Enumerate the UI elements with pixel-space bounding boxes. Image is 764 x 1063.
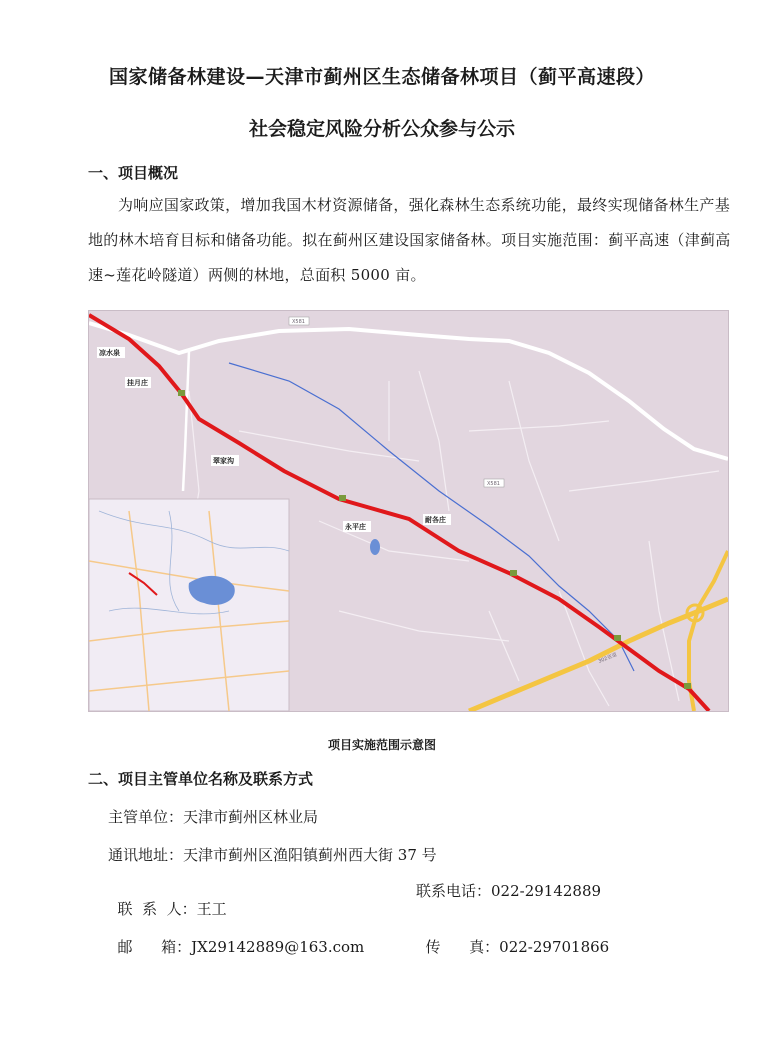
- address-value: 天津市蓟州区渔阳镇蓟州西大街 37 号: [183, 846, 437, 864]
- road-label-x581-a: X581: [292, 319, 305, 325]
- fax-value: 022-29701866: [499, 938, 610, 956]
- place-label-guayuezhuang: 挂月庄: [127, 379, 148, 387]
- project-scope-map: [88, 310, 729, 712]
- document-title-line2: 社会稳定风险分析公众参与公示: [248, 118, 515, 140]
- inset-overview-map: [89, 499, 289, 711]
- pond: [370, 539, 380, 555]
- section1-heading: 一、项目概况: [88, 164, 179, 182]
- contact-row: [108, 880, 227, 919]
- authority-label: 主管单位：: [108, 808, 184, 826]
- road-label-x581-b: X581: [487, 481, 500, 487]
- email-row: [108, 918, 364, 957]
- phone-row: [416, 880, 601, 901]
- address-row: [108, 844, 437, 865]
- road-label-302: 302省道: [597, 651, 618, 665]
- project-overview-paragraph: 为响应国家政策，增加我国木材资源储备，强化森林生态系统功能，最终实现储备林生产基地的林木培育目标和储备功能。拟在蓟州区建设国家储备林。项目实施范围：蓟平高速（津蓟高速~莲花岭隧道）两侧的林地，总面积 5000 亩。: [88, 196, 731, 284]
- document-title-line1: 国家储备林建设—天津市蓟州区生态储备林项目（蓟平高速段）: [108, 66, 655, 88]
- authority-row: [108, 806, 318, 827]
- email-label: 邮 箱：: [117, 938, 192, 956]
- fax-label: 传 真：: [425, 938, 500, 956]
- highway-interchange: [689, 551, 728, 711]
- map-caption: 项目实施范围示意图: [327, 738, 436, 752]
- place-label-yongpingzhuang: 永平庄: [345, 523, 366, 531]
- email-value[interactable]: JX29142889@163.com: [191, 938, 365, 956]
- place-label-liangshuiquan: 凉水泉: [99, 349, 120, 357]
- fax-row: [416, 918, 609, 957]
- authority-value: 天津市蓟州区林业局: [183, 808, 319, 826]
- place-label-naigezhuang: 耐各庄: [425, 516, 446, 524]
- contact-label: 联 系 人：: [117, 900, 197, 918]
- phone-label: 联系电话：: [416, 882, 492, 900]
- map-svg: [89, 311, 728, 711]
- section2-heading: 二、项目主管单位名称及联系方式: [88, 770, 314, 788]
- phone-value: 022-29142889: [491, 882, 602, 900]
- road-north-south: [183, 351, 189, 491]
- address-label: 通讯地址：: [108, 846, 184, 864]
- contact-value: 王工: [196, 900, 227, 918]
- place-label-cuijiagou: 翠家沟: [213, 457, 234, 465]
